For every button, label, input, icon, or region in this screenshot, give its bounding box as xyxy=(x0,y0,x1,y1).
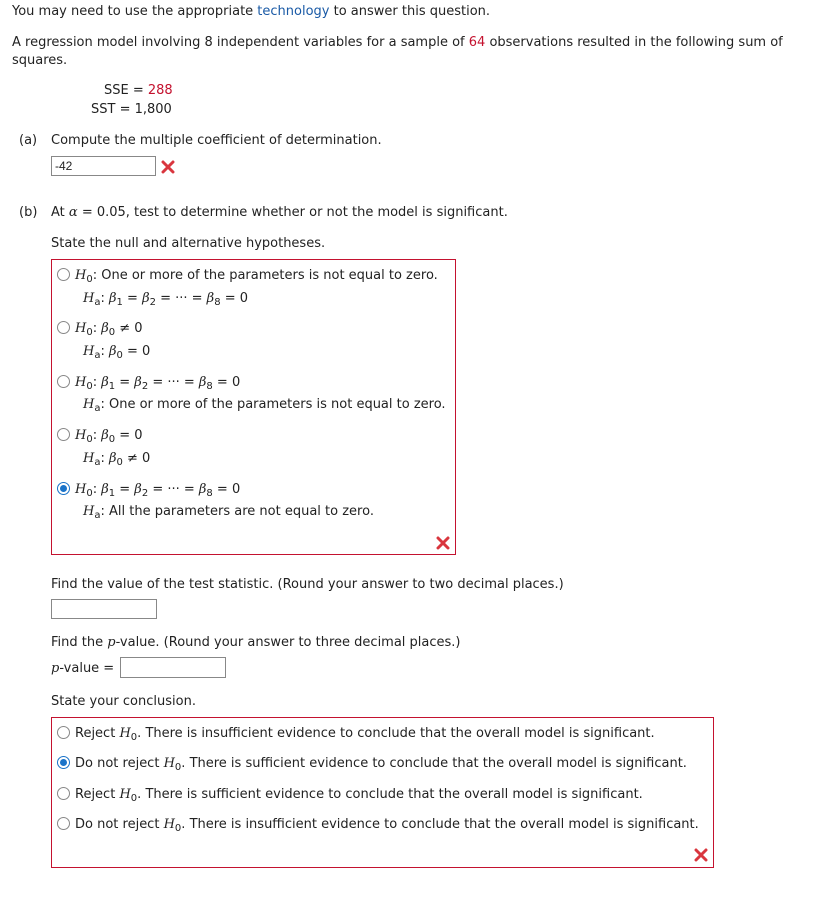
conclusion-option-2-radio[interactable] xyxy=(57,756,70,769)
part-a-label: (a) xyxy=(19,133,38,148)
hypothesis-option-5-ha: $H_a$: All the parameters are not equal to zero. xyxy=(83,504,374,521)
intro-text: You may need to use the appropriate technology to answer this question. xyxy=(12,4,491,19)
conclusion-option-3-label: Reject $H_0$. There is sufficient evidence to conclude that the overall model is significant. xyxy=(75,787,643,804)
hypothesis-option-2-h0: $H_0$: $\beta_0 \ne 0$ xyxy=(75,321,143,338)
conclusion-option-3-radio[interactable] xyxy=(57,787,70,800)
conclusion-option-1-label: Reject $H_0$. There is insufficient evidence to conclude that the overall model is significant. xyxy=(75,726,655,743)
sse-value: 288 xyxy=(147,83,173,98)
conclusion-option-1-radio[interactable] xyxy=(57,726,70,739)
conclusion-option-4-radio[interactable] xyxy=(57,817,70,830)
hypothesis-option-3-h0: $H_0$: $\beta_1 = \beta_2$ = ··· = $\beta_8 = 0$ xyxy=(75,375,241,392)
r-squared-input[interactable] xyxy=(51,156,156,176)
sample-size: 64 xyxy=(468,35,486,50)
hypothesis-option-2-radio[interactable] xyxy=(57,321,70,334)
pvalue-prompt: Find the p-value. (Round your answer to three decimal places.) xyxy=(51,635,461,650)
hypothesis-option-3-ha: $H_a$: One or more of the parameters is not equal to zero. xyxy=(83,397,446,414)
conclusion-prompt: State your conclusion. xyxy=(51,694,196,709)
hypothesis-option-2-ha: $H_a$: $\beta_0 = 0$ xyxy=(83,344,151,361)
problem-text-line2: squares. xyxy=(12,53,68,68)
test-statistic-prompt: Find the value of the test statistic. (Round your answer to two decimal places.) xyxy=(51,577,564,592)
part-b-question: At α = 0.05, test to determine whether or not the model is significant. xyxy=(51,205,508,220)
hypotheses-incorrect-x-icon xyxy=(436,536,450,550)
hypothesis-option-4-radio[interactable] xyxy=(57,428,70,441)
part-a-question: Compute the multiple coefficient of determination. xyxy=(51,133,382,148)
technology-link[interactable]: technology xyxy=(257,4,330,19)
conclusion-option-2-label: Do not reject $H_0$. There is sufficient evidence to conclude that the overall model is significant. xyxy=(75,756,687,773)
hypothesis-option-5-radio[interactable] xyxy=(57,482,70,495)
hypothesis-option-4-ha: $H_a$: $\beta_0 \ne 0$ xyxy=(83,451,151,468)
sse-line: SSE = 288 xyxy=(104,83,173,98)
hypothesis-option-4-h0: $H_0$: $\beta_0 = 0$ xyxy=(75,428,143,445)
hypotheses-prompt: State the null and alternative hypotheses. xyxy=(51,236,326,251)
conclusion-incorrect-x-icon xyxy=(694,848,708,862)
pvalue-label: p-value = xyxy=(51,661,115,676)
incorrect-x-icon xyxy=(161,160,175,174)
hypothesis-option-1-radio[interactable] xyxy=(57,268,70,281)
problem-text: A regression model involving 8 independent variables for a sample of 64 observations resulted in the following sum of xyxy=(12,35,783,50)
part-b-label: (b) xyxy=(19,205,38,220)
hypothesis-option-1-h0: $H_0$: One or more of the parameters is not equal to zero. xyxy=(75,268,438,285)
pvalue-input[interactable] xyxy=(120,657,226,678)
test-statistic-input[interactable] xyxy=(51,599,157,619)
sst-line: SST = 1,800 xyxy=(91,102,172,117)
hypothesis-option-3-radio[interactable] xyxy=(57,375,70,388)
conclusion-option-4-label: Do not reject $H_0$. There is insufficient evidence to conclude that the overall model is significant. xyxy=(75,817,699,834)
hypothesis-option-1-ha: $H_a$: $\beta_1 = \beta_2$ = ··· = $\beta_8 = 0$ xyxy=(83,291,248,308)
hypothesis-option-5-h0: $H_0$: $\beta_1 = \beta_2$ = ··· = $\beta_8 = 0$ xyxy=(75,482,241,499)
